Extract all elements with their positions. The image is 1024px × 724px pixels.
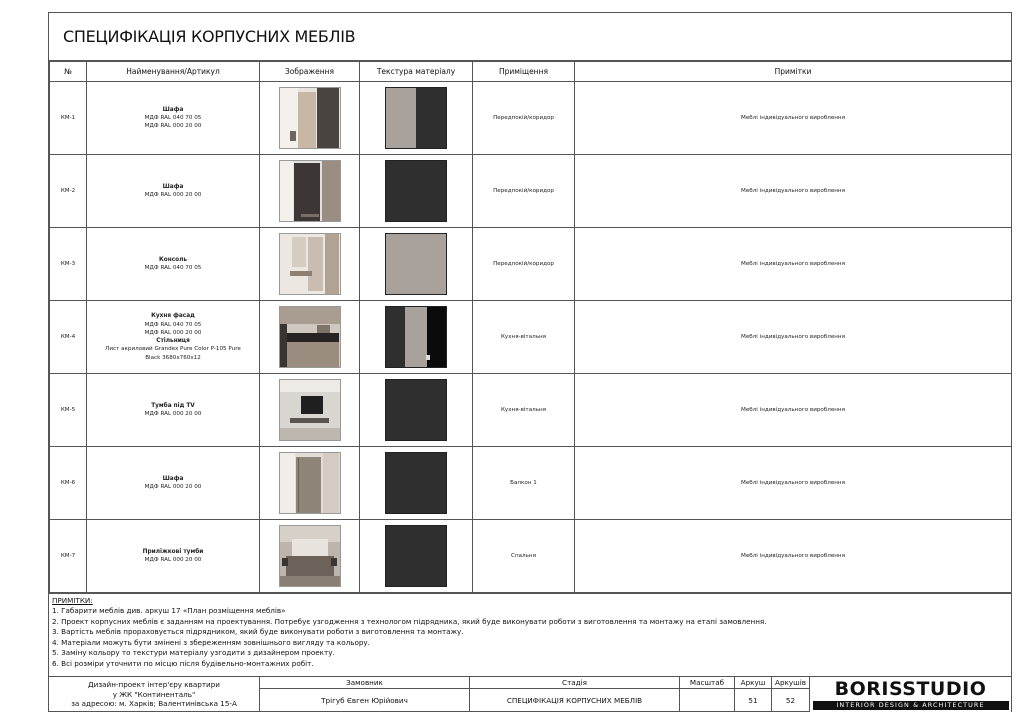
note-item: 6. Всі розміри уточнити по місцю після будівельно-монтажних робіт. bbox=[52, 658, 314, 668]
item-code: КМ-6 bbox=[50, 447, 87, 520]
item-name: Шафа bbox=[162, 106, 184, 113]
material-line: Лист акриловий Grandex Pure Color P-105 Pure bbox=[105, 346, 241, 353]
table-body bbox=[50, 82, 1012, 593]
header-notes: Примітки bbox=[575, 62, 1012, 82]
material-line: МДФ RAL 040 70 05 bbox=[144, 265, 202, 272]
table-row bbox=[50, 447, 1012, 520]
item-note: Меблі індивідуального вироблення bbox=[575, 155, 1012, 228]
material-line: Black 3680x760x12 bbox=[145, 354, 201, 361]
item-note: Меблі індивідуального вироблення bbox=[575, 374, 1012, 447]
specification-table bbox=[49, 61, 1012, 593]
item-room: Спальня bbox=[473, 520, 575, 593]
item-name: Стільниця bbox=[156, 338, 190, 344]
item-code: КМ-7 bbox=[50, 520, 87, 593]
material-line: МДФ RAL 000 20 00 bbox=[144, 557, 202, 564]
material-line: МДФ RAL 000 20 00 bbox=[144, 123, 202, 130]
item-image-cell bbox=[260, 447, 360, 520]
bedroom-photo bbox=[279, 525, 341, 587]
note-item: 3. Вартість меблів прораховується підрядником, який буде виконувати роботи з виготовлення та монтажу. bbox=[52, 627, 464, 637]
material-line: МДФ RAL 000 20 00 bbox=[144, 329, 202, 336]
item-image-cell bbox=[260, 228, 360, 301]
item-image-cell bbox=[260, 155, 360, 228]
notes-block bbox=[49, 593, 1011, 677]
project-line: у ЖК "Континенталь" bbox=[112, 689, 196, 699]
table-header-row bbox=[50, 62, 1012, 82]
sheets-value: 52 bbox=[771, 688, 809, 712]
item-description bbox=[87, 301, 260, 374]
item-code: КМ-3 bbox=[50, 228, 87, 301]
note-item: 1. Габарити меблів див. аркуш 17 «План розміщення меблів» bbox=[52, 606, 286, 616]
material-line: МДФ RAL 000 20 00 bbox=[144, 484, 202, 491]
header-number: № bbox=[50, 62, 87, 82]
item-room: Передпокій/коридор bbox=[473, 155, 575, 228]
item-description bbox=[87, 520, 260, 593]
item-room: Кухня-вітальня bbox=[473, 301, 575, 374]
item-code: КМ-1 bbox=[50, 82, 87, 155]
item-texture-cell bbox=[360, 447, 473, 520]
texture-swatch bbox=[385, 160, 447, 222]
table-row bbox=[50, 520, 1012, 593]
note-item: 5. Заміну кольору то текстури матеріалу узгодити з дизайнером проекту. bbox=[52, 648, 335, 658]
table-row bbox=[50, 155, 1012, 228]
item-name: Консоль bbox=[158, 256, 188, 263]
wardrobe-dark-photo bbox=[279, 160, 341, 222]
texture-swatch bbox=[385, 87, 447, 149]
item-image-cell bbox=[260, 82, 360, 155]
table-row bbox=[50, 82, 1012, 155]
item-note: Меблі індивідуального вироблення bbox=[575, 82, 1012, 155]
item-description bbox=[87, 82, 260, 155]
texture-swatch bbox=[385, 525, 447, 587]
header-image: Зображення bbox=[260, 62, 360, 82]
table-row bbox=[50, 228, 1012, 301]
item-note: Меблі індивідуального вироблення bbox=[575, 228, 1012, 301]
item-name: Тумба під TV bbox=[151, 402, 195, 409]
drawing-sheet bbox=[48, 12, 1012, 712]
item-image-cell bbox=[260, 374, 360, 447]
item-room: Передпокій/коридор bbox=[473, 82, 575, 155]
material-line: МДФ RAL 040 70 05 bbox=[144, 321, 202, 328]
scale-value bbox=[679, 688, 734, 712]
item-note: Меблі індивідуального вироблення bbox=[575, 520, 1012, 593]
texture-swatch bbox=[385, 233, 447, 295]
texture-swatch bbox=[385, 452, 447, 514]
item-texture-cell bbox=[360, 520, 473, 593]
page-title: СПЕЦИФІКАЦІЯ КОРПУСНИХ МЕБЛІВ bbox=[63, 27, 356, 46]
logo-tagline: INTERIOR DESIGN & ARCHITECTURE bbox=[813, 701, 1009, 710]
texture-swatch bbox=[385, 306, 447, 368]
logo-wordmark: BORISSTUDIO bbox=[834, 677, 987, 700]
item-image-cell bbox=[260, 301, 360, 374]
stage-label: Стадія bbox=[469, 677, 679, 688]
title-block bbox=[49, 13, 1011, 61]
note-item: 2. Проект корпусних меблів є заданням на проектування. Потребує узгодження з технологом підрядника, який буде виконувати роботи з виготовлення та монтажу на етапі замовлення. bbox=[52, 616, 767, 626]
sheet-value: 51 bbox=[734, 688, 771, 712]
kitchen-photo bbox=[279, 306, 341, 368]
scale-label: Масштаб bbox=[679, 677, 734, 688]
item-description bbox=[87, 155, 260, 228]
balcony-wardrobe-photo bbox=[279, 452, 341, 514]
item-name: Кухня фасад bbox=[151, 313, 195, 320]
item-image-cell bbox=[260, 520, 360, 593]
item-code: КМ-4 bbox=[50, 301, 87, 374]
material-line: МДФ RAL 000 20 00 bbox=[144, 192, 202, 199]
item-texture-cell bbox=[360, 301, 473, 374]
sheets-label: Аркушів bbox=[771, 677, 809, 688]
item-texture-cell bbox=[360, 155, 473, 228]
header-name: Найменування/Артикул bbox=[87, 62, 260, 82]
item-texture-cell bbox=[360, 374, 473, 447]
item-description bbox=[87, 228, 260, 301]
item-room: Балкон 1 bbox=[473, 447, 575, 520]
item-room: Кухня-вітальня bbox=[473, 374, 575, 447]
sheet-label: Аркуш bbox=[734, 677, 771, 688]
item-texture-cell bbox=[360, 228, 473, 301]
item-description bbox=[87, 374, 260, 447]
notes-title: ПРИМІТКИ: bbox=[52, 596, 93, 605]
item-code: КМ-5 bbox=[50, 374, 87, 447]
stage-value: СПЕЦИФІКАЦІЯ КОРПУСНИХ МЕБЛІВ bbox=[469, 688, 679, 712]
item-description bbox=[87, 447, 260, 520]
item-name: Шафа bbox=[162, 475, 184, 482]
studio-logo bbox=[809, 677, 1011, 712]
table-row bbox=[50, 301, 1012, 374]
item-texture-cell bbox=[360, 82, 473, 155]
title-stamp bbox=[49, 676, 1011, 711]
material-line: МДФ RAL 000 20 00 bbox=[144, 411, 202, 418]
material-line: МДФ RAL 040 70 05 bbox=[144, 115, 202, 122]
table-row bbox=[50, 374, 1012, 447]
project-line: Дизайн-проект інтер'єру квартири bbox=[88, 680, 220, 690]
customer-label: Замовник bbox=[259, 677, 469, 688]
header-texture: Текстура матеріалу bbox=[360, 62, 473, 82]
project-line: за адресою: м. Харків; Валентинівська 15-А bbox=[71, 699, 237, 709]
item-name: Приліжкові тумби bbox=[142, 548, 204, 555]
project-description bbox=[49, 677, 259, 712]
header-room: Приміщення bbox=[473, 62, 575, 82]
texture-swatch bbox=[385, 379, 447, 441]
console-photo bbox=[279, 233, 341, 295]
customer-value: Трігуб Євген Юрійович bbox=[259, 688, 469, 712]
wardrobe-beige-photo bbox=[279, 87, 341, 149]
item-code: КМ-2 bbox=[50, 155, 87, 228]
item-note: Меблі індивідуального вироблення bbox=[575, 301, 1012, 374]
tv-stand-photo bbox=[279, 379, 341, 441]
item-room: Передпокій/коридор bbox=[473, 228, 575, 301]
item-name: Шафа bbox=[162, 183, 184, 190]
item-note: Меблі індивідуального вироблення bbox=[575, 447, 1012, 520]
note-item: 4. Матеріали можуть бути змінені з збереженням зовнішнього вигляду та кольору. bbox=[52, 637, 370, 647]
